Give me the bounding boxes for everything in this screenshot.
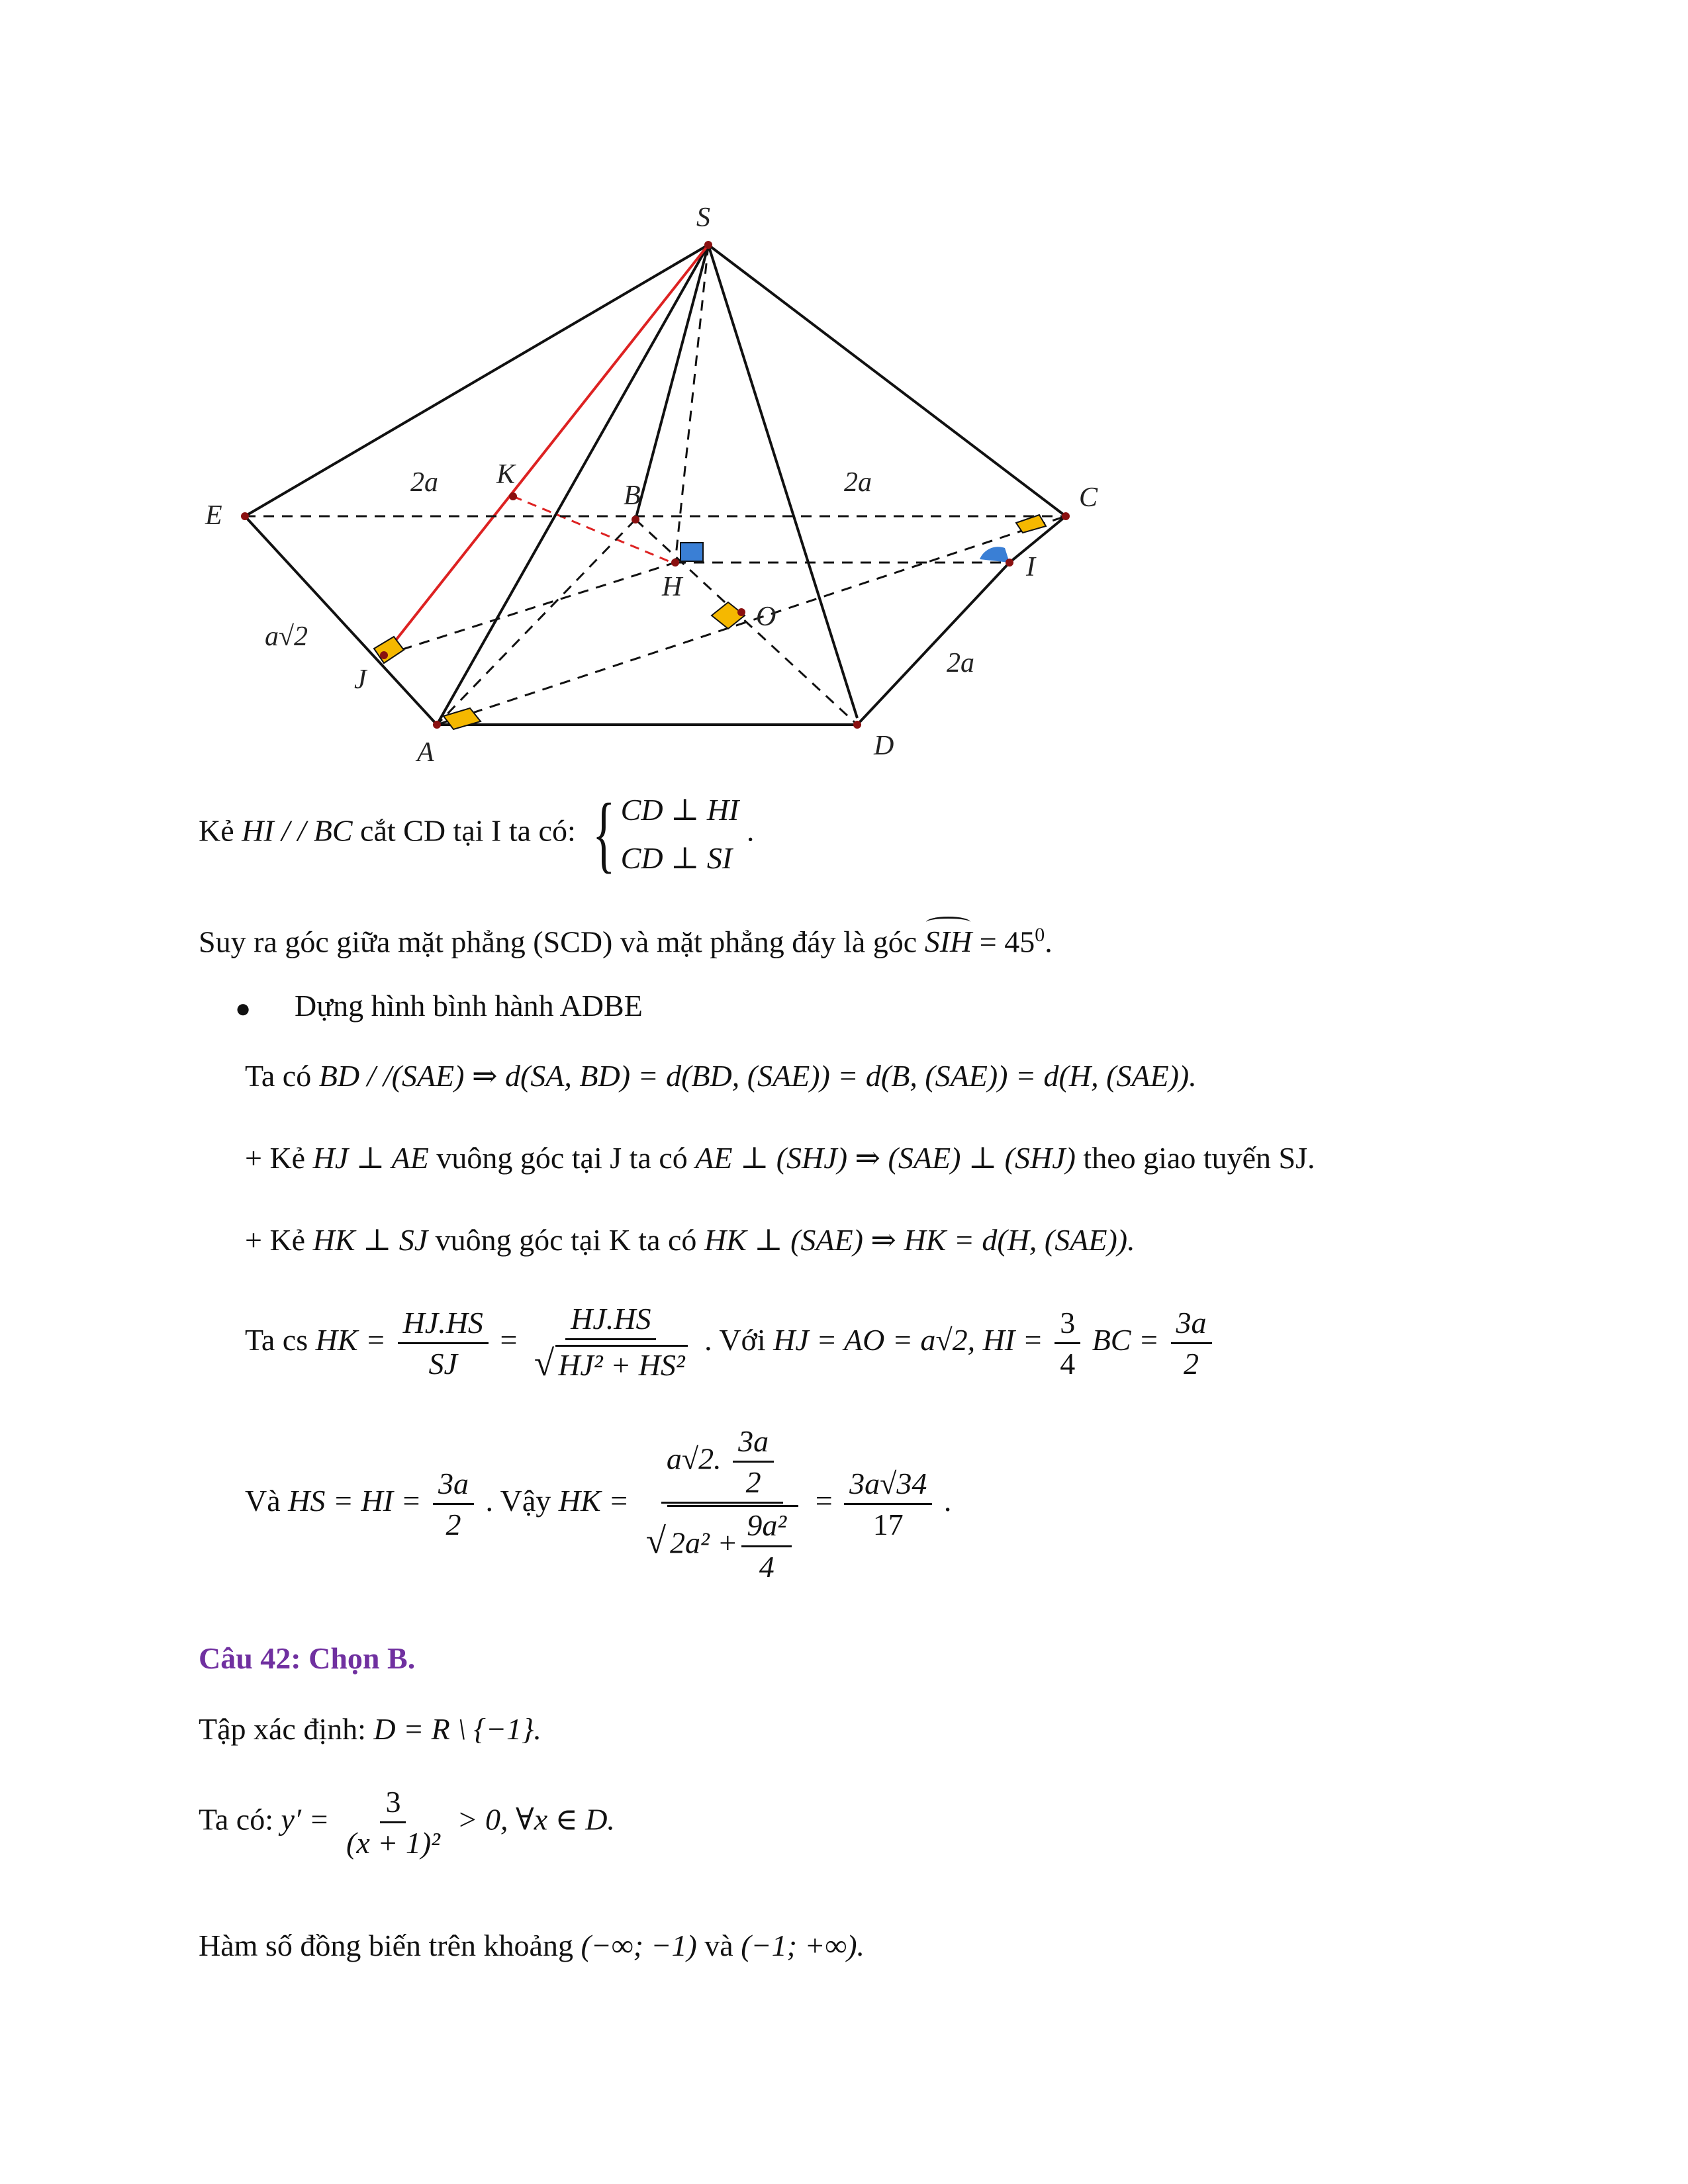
right-angle-j [374, 637, 404, 663]
edge-sb [635, 245, 708, 520]
line-hk-result: Và HS = HI = $\frac{3a}{2}$ . Vậy HK = a√2. $\frac{3a}{2}$ √ 2a² + $\frac{\text{9a²}}{4}$ = $\frac{3a√34}{17}$ . [245, 1423, 951, 1585]
equation-system: { CD ⊥ HI CD ⊥ SI [592, 786, 739, 882]
label-c: C [1079, 482, 1098, 513]
right-angle-h [680, 543, 703, 561]
edge-sc [708, 245, 1066, 516]
label-j: J [354, 664, 367, 695]
label-k: K [496, 459, 516, 490]
line-hj: + Kẻ HJ ⊥ AE vuông góc tại J ta có AE ⊥ (SHJ) ⇒ (SAE) ⊥ (SHJ) theo giao tuyến SJ. [245, 1141, 1315, 1175]
label-h: H [662, 572, 682, 602]
segment-bd [635, 520, 857, 725]
label-d: D [874, 731, 894, 761]
bullet-icon: ● [235, 993, 252, 1023]
line-hi-parallel: Kẻ HI / / BC cắt CD tại I ta có: { CD ⊥ HI CD ⊥ SI . [199, 786, 755, 882]
label-i: I [1026, 552, 1035, 582]
line-angle: Suy ra góc giữa mặt phẳng (SCD) và mặt phẳng đáy là góc SIH = $45^0$. [199, 923, 1053, 960]
line-domain: Tập xác định: D = R \ {−1}. [199, 1712, 541, 1746]
line-hk: + Kẻ HK ⊥ SJ vuông góc tại K ta có HK ⊥ (SAE) ⇒ HK = d(H, (SAE)). [245, 1223, 1135, 1257]
angle-i-marker [980, 547, 1009, 563]
edge-sa [437, 245, 708, 725]
label-ek-length: 2a [410, 467, 438, 498]
segment-kh [513, 496, 675, 564]
segment-ac [437, 516, 1066, 725]
line-derivative: Ta có: y′ = $\frac{3}{\text{(x + 1)²}}$ > 0, ∀x ∈ D. [199, 1785, 615, 1860]
right-angle-c [1016, 515, 1046, 533]
segment-sj [384, 245, 708, 655]
label-e: E [205, 500, 222, 531]
pyramid-figure [185, 192, 1152, 774]
label-a: A [417, 737, 434, 768]
label-o: O [756, 602, 776, 632]
label-ej-length: a√2 [265, 621, 308, 652]
line-monotonic: Hàm số đồng biến trên khoảng (−∞; −1) và (−1; +∞). [199, 1929, 865, 1962]
segment-jh [384, 563, 675, 655]
edge-di [857, 563, 1009, 725]
edge-ea [245, 516, 437, 725]
line-parallelogram: Dựng hình bình hành ADBE [295, 989, 643, 1023]
label-b: B [624, 480, 641, 511]
edge-se [245, 245, 708, 516]
question-heading: Câu 42: Chọn B. [199, 1641, 416, 1675]
line-hk-formula: Ta cs HK = $\frac{HJ.HS}{SJ}$ = $\frac{HJ.HS}{\text{√ HJ² + HS²}}$ . Với HJ = AO = a√2, HI = $\frac{3}{4}$ BC = $\frac{3a}{2}$ [245, 1300, 1216, 1385]
label-bc-length: 2a [844, 467, 872, 498]
line-distance: Ta có BD / /(SAE) ⇒ d(SA, BD) = d(BD, (SAE)) = d(B, (SAE)) = d(H, (SAE)). [245, 1059, 1197, 1093]
label-id-length: 2a [947, 648, 974, 678]
edge-sd [708, 245, 857, 718]
label-s: S [696, 203, 710, 233]
